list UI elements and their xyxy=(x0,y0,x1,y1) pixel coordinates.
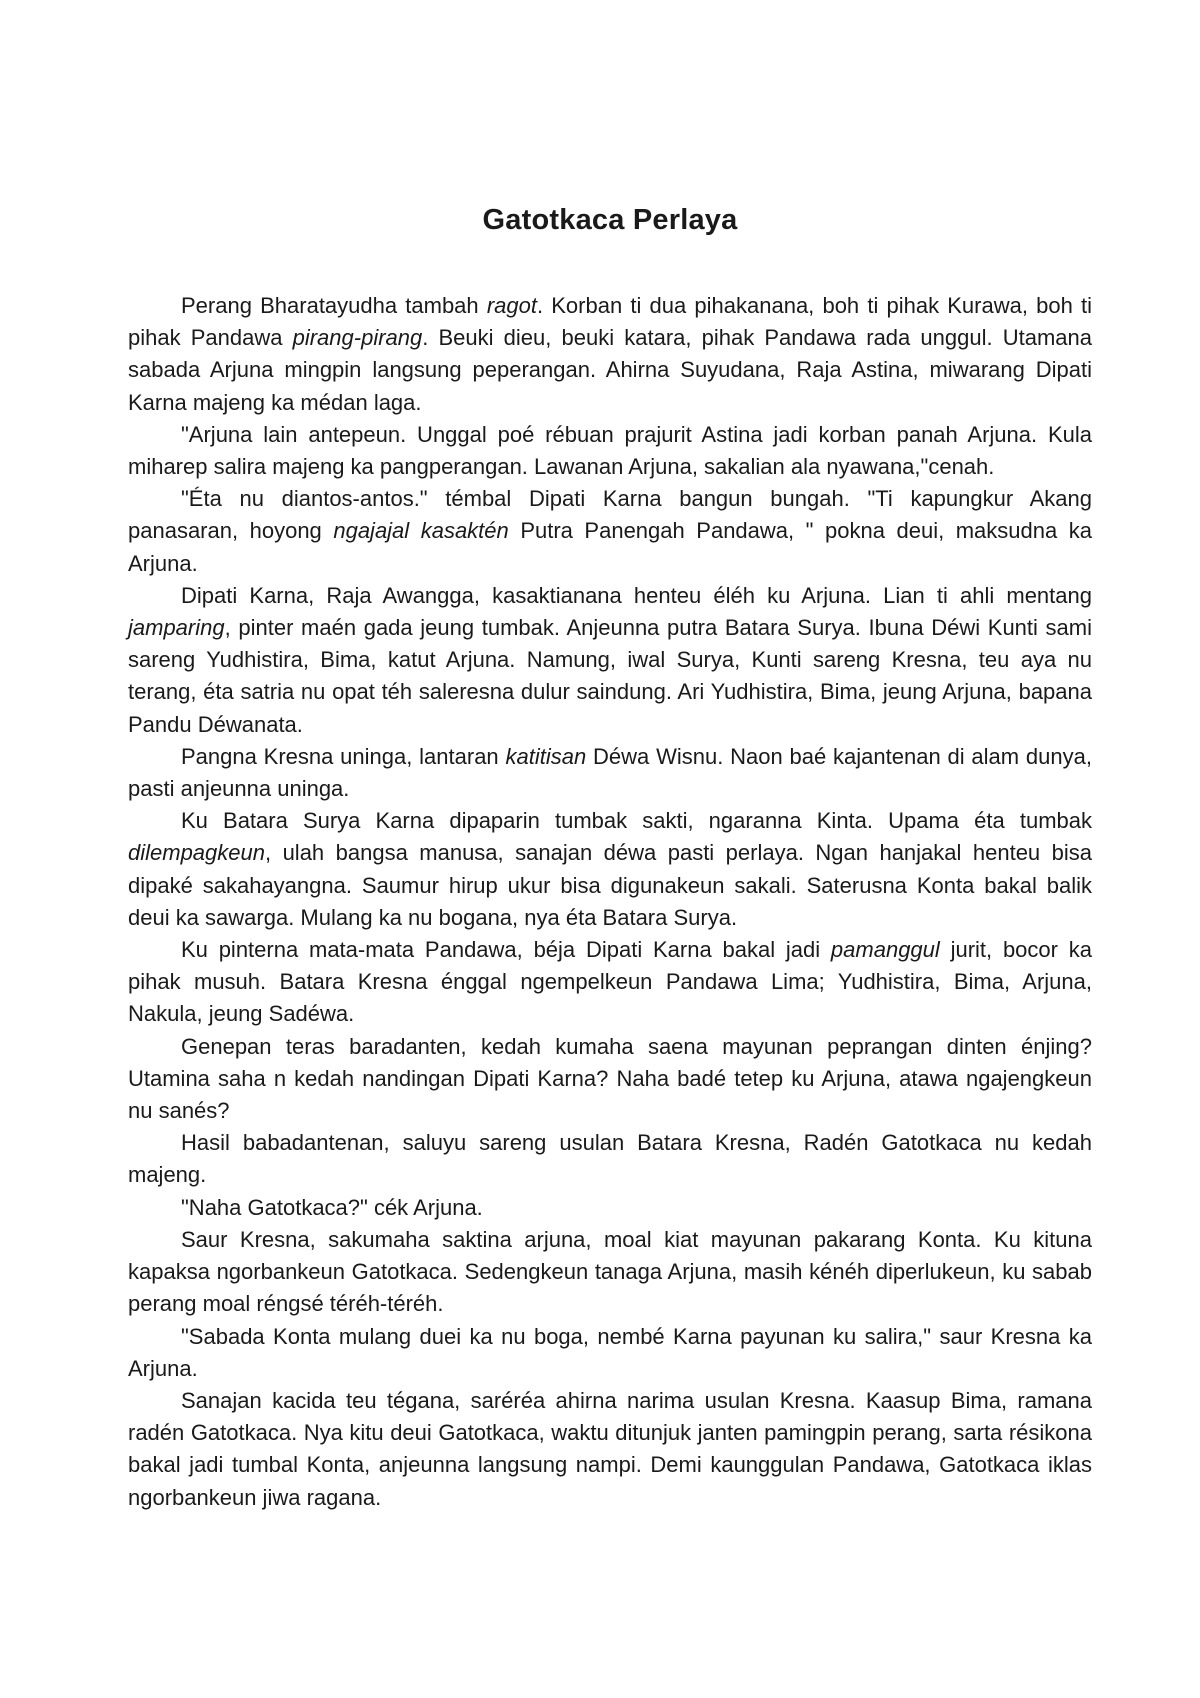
text-run: "Naha Gatotkaca?" cék Arjuna. xyxy=(181,1194,483,1220)
text-run: "Sabada Konta mulang duei ka nu boga, nembé Karna payunan ku salira," saur Kresna ka Arjuna. xyxy=(128,1323,1092,1381)
italic-term: katitisan xyxy=(505,743,587,769)
text-run: Saur Kresna, sakumaha saktina arjuna, moal kiat mayunan pakarang Konta. Ku kituna kapaksa ngorbankeun Gatotkaca. Sedengkeun tanaga Arjuna, masih kénéh diperlukeun, ku sabab perang moal réngsé téréh-téréh. xyxy=(128,1226,1092,1317)
text-run: , pinter maén gada jeung tumbak. Anjeunna putra Batara Surya. Ibuna Déwi Kunti sami sareng Yudhistira, Bima, katut Arjuna. Namung, iwal Surya, Kunti sareng Kresna, teu aya nu terang, éta satria nu opat téh saleresna dulur saindung. Ari Yudhistira, Bima, jeung Arjuna, bapana Pandu Déwanata. xyxy=(128,615,1092,737)
text-run: "Arjuna lain antepeun. Unggal poé rébuan prajurit Astina jadi korban panah Arjuna. Kula miharep salira majeng ka pangperangan. Lawanan Arjuna, sakalian ala nyawana,"cenah. xyxy=(128,421,1092,480)
paragraph xyxy=(128,741,1092,805)
text-run: Déwa Wisnu. Naon baé kajantenan di alam dunya, pasti anjeunna uninga. xyxy=(128,743,1092,802)
text-run: Ku pinterna mata-mata Pandawa, béja Dipati Karna bakal jadi xyxy=(181,937,831,963)
italic-term: pirang-pirang xyxy=(292,325,423,351)
text-run: Dipati Karna, Raja Awangga, kasaktianana henteu éléh ku Arjuna. Lian ti ahli mentang xyxy=(181,582,1092,608)
document-page xyxy=(128,200,1092,1514)
text-run: "Éta nu diantos-antos." témbal Dipati Karna bangun bungah. "Ti kapungkur Akang panasaran, hoyong xyxy=(128,486,1092,544)
document-title: Gatotkaca Perlaya xyxy=(482,204,738,236)
paragraph xyxy=(128,580,1092,741)
text-run: Putra Panengah Pandawa, " pokna deui, maksudna ka Arjuna. xyxy=(128,518,1092,576)
paragraph xyxy=(128,1385,1092,1514)
text-run: Hasil babadantenan, saluyu sareng usulan Batara Kresna, Radén Gatotkaca nu kedah majeng. xyxy=(128,1130,1092,1188)
italic-term: ragot xyxy=(486,293,537,318)
paragraph xyxy=(128,1321,1092,1385)
paragraph xyxy=(128,1192,1092,1224)
text-run: Sanajan kacida teu tégana, saréréa ahirna narima usulan Kresna. Kaasup Bima, ramana radén Gatotkaca. Nya kitu deui Gatotkaca, waktu ditunjuk janten pamingpin perang, sarta résikona bakal jadi tumbal Konta, anjeunna langsung nampi. Demi kaunggulan Pandawa, Gatotkaca iklas ngorbankeun jiwa ragana. xyxy=(128,1387,1092,1510)
italic-term: jamparing xyxy=(128,615,225,641)
paragraph xyxy=(128,1127,1092,1191)
paragraph xyxy=(128,1031,1092,1128)
text-run: , ulah bangsa manusa, sanajan déwa pasti perlaya. Ngan hanjakal henteu bisa dipaké sakahayangna. Saumur hirup ukur bisa digunakeun sakali. Saterusna Konta bakal balik deui ka sawarga. Mulang ka nu bogana, nya éta Batara Surya. xyxy=(128,840,1092,930)
italic-term: ngajajal kasaktén xyxy=(333,518,509,544)
text-run: . Korban ti dua pihakanana, boh ti pihak Kurawa, boh ti pihak Pandawa xyxy=(128,293,1093,351)
text-run: Ku Batara Surya Karna dipaparin tumbak sakti, ngaranna Kinta. Upama éta tumbak xyxy=(181,808,1092,834)
text-run: Genepan teras baradanten, kedah kumaha saena mayunan peprangan dinten énjing? Utamina saha n kedah nandingan Dipati Karna? Naha badé tetep ku Arjuna, atawa ngajengkeun nu sanés? xyxy=(128,1033,1092,1124)
text-run: Pangna Kresna uninga, lantaran xyxy=(181,743,506,769)
paragraph xyxy=(128,419,1092,483)
italic-term: pamanggul xyxy=(830,937,940,963)
text-run: Perang Bharatayudha tambah xyxy=(181,293,487,318)
paragraph xyxy=(128,934,1092,1031)
paragraph xyxy=(128,805,1092,934)
paragraph xyxy=(128,483,1092,580)
paragraph xyxy=(128,290,1092,419)
text-run: jurit, bocor ka pihak musuh. Batara Kresna énggal ngempelkeun Pandawa Lima; Yudhistira, Bima, Arjuna, Nakula, jeung Sadéwa. xyxy=(128,937,1092,1027)
italic-term: dilempagkeun xyxy=(128,840,265,866)
text-run: . Beuki dieu, beuki katara, pihak Pandawa rada unggul. Utamana sabada Arjuna mingpin langsung peperangan. Ahirna Suyudana, Raja Astina, miwarang Dipati Karna majeng ka médan laga. xyxy=(128,325,1092,415)
document-body xyxy=(128,290,1092,1514)
paragraph xyxy=(128,1224,1092,1321)
